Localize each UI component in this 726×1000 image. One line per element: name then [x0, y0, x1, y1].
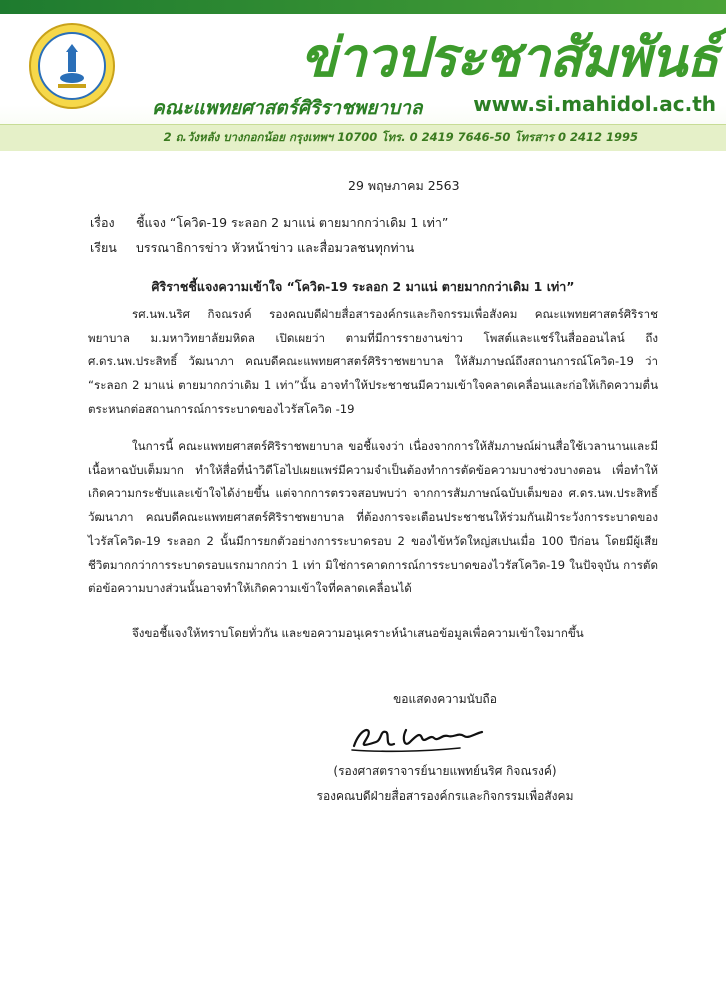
- letter-date: 29 พฤษภาคม 2563: [348, 178, 460, 193]
- masthead-top-bar: [0, 0, 726, 14]
- subject-text: ชี้แจง “โควิด-19 ระลอก 2 มาแน่ ตายมากกว่าเดิม 1 เท่า”: [135, 215, 449, 230]
- faculty-logo: [28, 22, 116, 110]
- recipient-label: เรียน: [90, 240, 117, 255]
- contact-address: 2 ถ.วังหลัง บางกอกน้อย กรุงเทพฯ 10700 โทร. 0 2419 7646-50 โทรสาร 0 2412 1995: [163, 130, 638, 144]
- subject-row: [90, 213, 448, 233]
- handwritten-signature: [350, 722, 490, 754]
- faculty-name: คณะแพทยศาสตร์ศิริราชพยาบาล: [152, 97, 423, 119]
- recipient-row: [90, 238, 414, 258]
- closing: ขอแสดงความนับถือ: [393, 692, 497, 706]
- signer-title: รองคณบดีฝ่ายสื่อสารองค์กรและกิจกรรมเพื่อสังคม: [316, 789, 574, 803]
- letter-headline: ศิริราชชี้แจงความเข้าใจ “โควิด-19 ระลอก 2 มาแน่ ตายมากกว่าเดิม 1 เท่า”: [151, 279, 575, 294]
- body-paragraph-2: ในการนี้ คณะแพทยศาสตร์ศิริราชพยาบาล ขอชี้แจงว่า เนื่องจากการให้สัมภาษณ์ผ่านสื่อใช้เวลานานและมีเนื้อหาฉบับเต็มมาก ทำให้สื่อที่นำวิดีโอไปเผยแพร่มีความจำเป็นต้องทำการตัดข้อความบางช่วงบางตอน เพื่อทำให้เกิดความกระชับและเข้าใจได้ง่ายขึ้น แต่จากการตรวจสอบพบว่า จากการสัมภาษณ์ฉบับเต็มของ ศ.ดร.นพ.ประสิทธิ์ วัฒนาภา คณบดีคณะแพทยศาสตร์ศิริราชพยาบาล ที่ต้องการจะเตือนประชาชนให้ร่วมกันเฝ้าระวังการระบาดของไวรัสโควิด-19 ระลอก 2 นั้นมีการยกตัวอย่างการระบาดรอบ 2 ของไข้หวัดใหญ่สเปนเมื่อ 100 ปีก่อน โดยมีผู้เสียชีวิตมากกว่าการระบาดรอบแรกมากกว่า 1 เท่า มิใช่การคาดการณ์การระบาดของไวรัสโควิด-19 ในปัจจุบัน การตัดต่อข้อความบางส่วนนั้นอาจทำให้เกิดความเข้าใจที่คลาดเคลื่อนได้: [88, 439, 658, 596]
- body-paragraph-1: รศ.นพ.นริศ กิจณรงค์ รองคณบดีฝ่ายสื่อสารองค์กรและกิจกรรมเพื่อสังคม คณะแพทยศาสตร์ศิริราชพยาบาล ม.มหาวิทยาลัยมหิดล เปิดเผยว่า ตามที่มีการรายงานข่าว โพสต์และแชร์ในสื่อออนไลน์ ถึง ศ.ดร.นพ.ประสิทธิ์ วัฒนาภา คณบดีคณะแพทยศาสตร์ศิริราชพยาบาล ให้สัมภาษณ์ถึงสถานการณ์โควิด-19 ว่า “ระลอก 2 มาแน่ ตายมากกว่าเดิม 1 เท่า”นั้น อาจทำให้ประชาชนมีความเข้าใจคลาดเคลื่อนและก่อให้เกิดความตื่นตระหนกต่อสถานการณ์การระบาดของไวรัสโควิด -19: [88, 307, 658, 416]
- recipient-text: บรรณาธิการข่าว หัวหน้าข่าว และสื่อมวลชนทุกท่าน: [135, 240, 415, 255]
- website-link[interactable]: www.si.mahidol.ac.th: [473, 92, 716, 116]
- subject-label: เรื่อง: [90, 215, 115, 230]
- body-paragraph-3: จึงขอชี้แจงให้ทราบโดยทั่วกัน และขอความอนุเคราะห์นำเสนอข้อมูลเพื่อความเข้าใจมากขึ้น: [132, 626, 584, 640]
- signer-name: (รองศาสตราจารย์นายแพทย์นริศ กิจณรงค์): [333, 764, 557, 778]
- masthead-title: ข่าวประชาสัมพันธ์: [300, 26, 718, 89]
